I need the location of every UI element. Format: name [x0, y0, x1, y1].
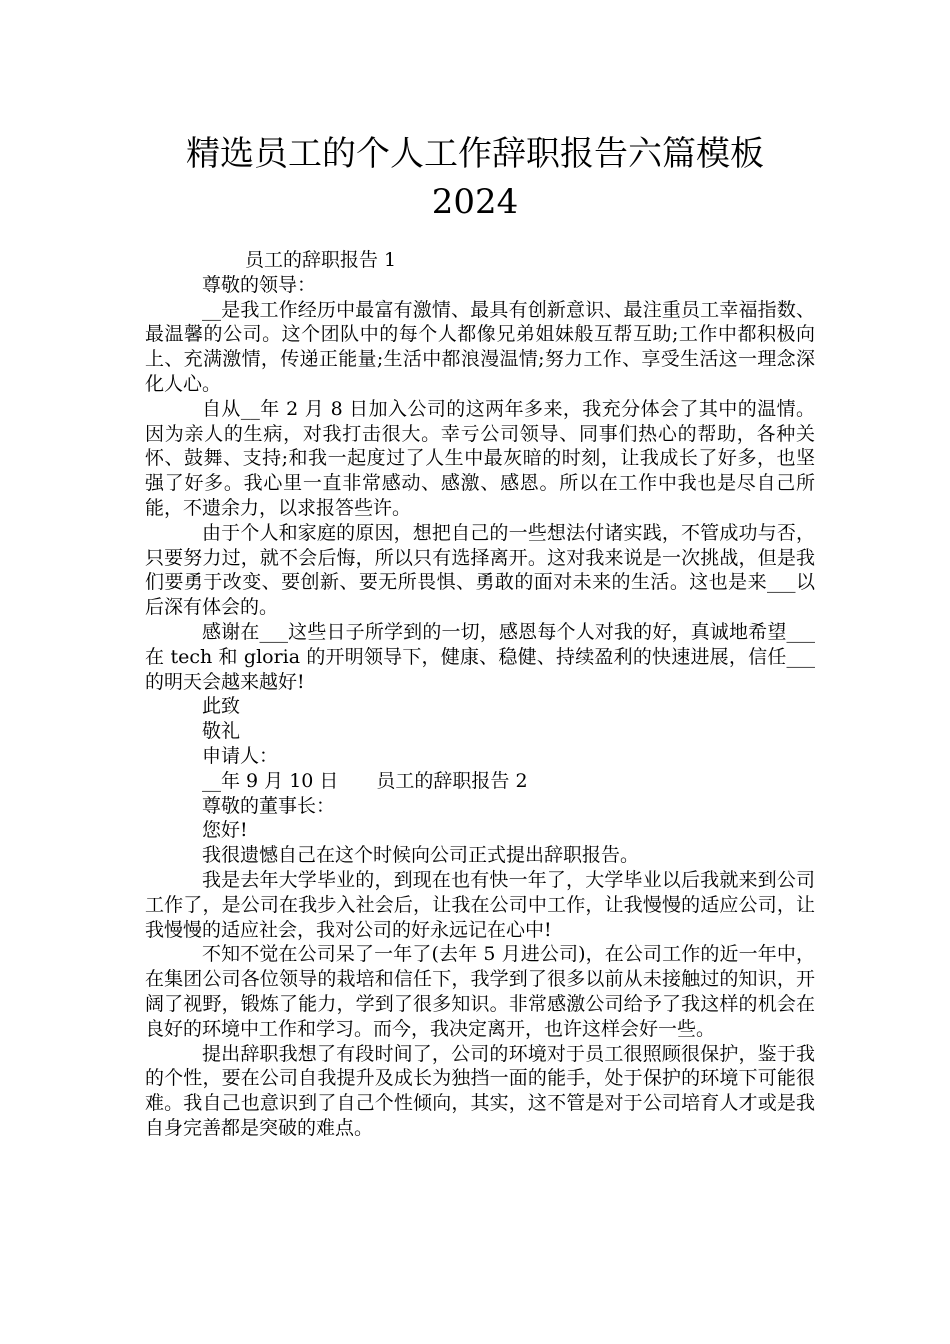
paragraph: 感谢在___这些日子所学到的一切，感恩每个人对我的好，真诚地希望___在 tech 和 gloria 的开明领导下，健康、稳健、持续盈利的快速进展，信任___的明天会越来越好!: [145, 620, 815, 693]
document-title-line-1: 精选员工的个人工作辞职报告六篇模板: [186, 134, 764, 174]
paragraph: 我很遗憾自己在这个时候向公司正式提出辞职报告。: [202, 844, 640, 867]
closing-line: 敬礼: [202, 720, 241, 743]
document-title-line-2: 2024: [431, 182, 519, 222]
paragraph: 自从__年 2 月 8 日加入公司的这两年多来，我充分体会了其中的温情。因为亲人的生病，对我打击很大。幸亏公司领导、同事们热心的帮助，各种关怀、鼓舞、支持;和我一起度过了人生中最灰暗的时刻，让我成长了好多，也坚强了好多。我心里一直非常感动、感激、感恩。所以在工作中我也是尽自己所能，不遗余力，以求报答些许。: [145, 397, 815, 519]
salutation: 尊敬的董事长：: [202, 794, 336, 817]
paragraph: __是我工作经历中最富有激情、最具有创新意识、最注重员工幸福指数、最温馨的公司。这个团队中的每个人都像兄弟姐妹般互帮互助;工作中都积极向上、充满激情，传递正能量;生活中都浪漫温情;努力工作、享受生活这一理念深化人心。: [145, 298, 815, 395]
document-body: [145, 248, 815, 1141]
date-and-section-heading-2: __年 9 月 10 日 员工的辞职报告 2: [202, 769, 528, 792]
paragraph: 由于个人和家庭的原因，想把自己的一些想法付诸实践，不管成功与否，只要努力过，就不会后悔，所以只有选择离开。这对我来说是一次挑战，但是我们要勇于改变、要创新、要无所畏惧、勇敢的面对未来的生活。这也是来___以后深有体会的。: [145, 521, 815, 619]
paragraph: 不知不觉在公司呆了一年了(去年 5 月进公司)，在公司工作的近一年中，在集团公司各位领导的栽培和信任下，我学到了很多以前从未接触过的知识，开阔了视野，锻炼了能力，学到了很多知识。非常感激公司给予了我这样的机会在良好的环境中工作和学习。而今，我决定离开，也许这样会好一些。: [145, 943, 815, 1040]
section-heading-1: 员工的辞职报告 1: [245, 249, 397, 271]
applicant-line: 申请人：: [202, 744, 279, 767]
paragraph: 提出辞职我想了有段时间了，公司的环境对于员工很照顾很保护，鉴于我的个性，要在公司自我提升及成长为独挡一面的能手，处于保护的环境下可能很难。我自己也意识到了自己个性倾向，其实，这不管是对于公司培育人才或是我自身完善都是突破的难点。: [145, 1042, 815, 1139]
paragraph: 我是去年大学毕业的，到现在也有快一年了，大学毕业以后我就来到公司工作了，是公司在我步入社会后，让我在公司中工作，让我慢慢的适应公司，让我慢慢的适应社会，我对公司的好永远记在心中!: [145, 868, 815, 941]
closing-line: 此致: [202, 695, 241, 718]
greeting: 您好!: [202, 819, 248, 842]
salutation: 尊敬的领导：: [202, 273, 317, 296]
